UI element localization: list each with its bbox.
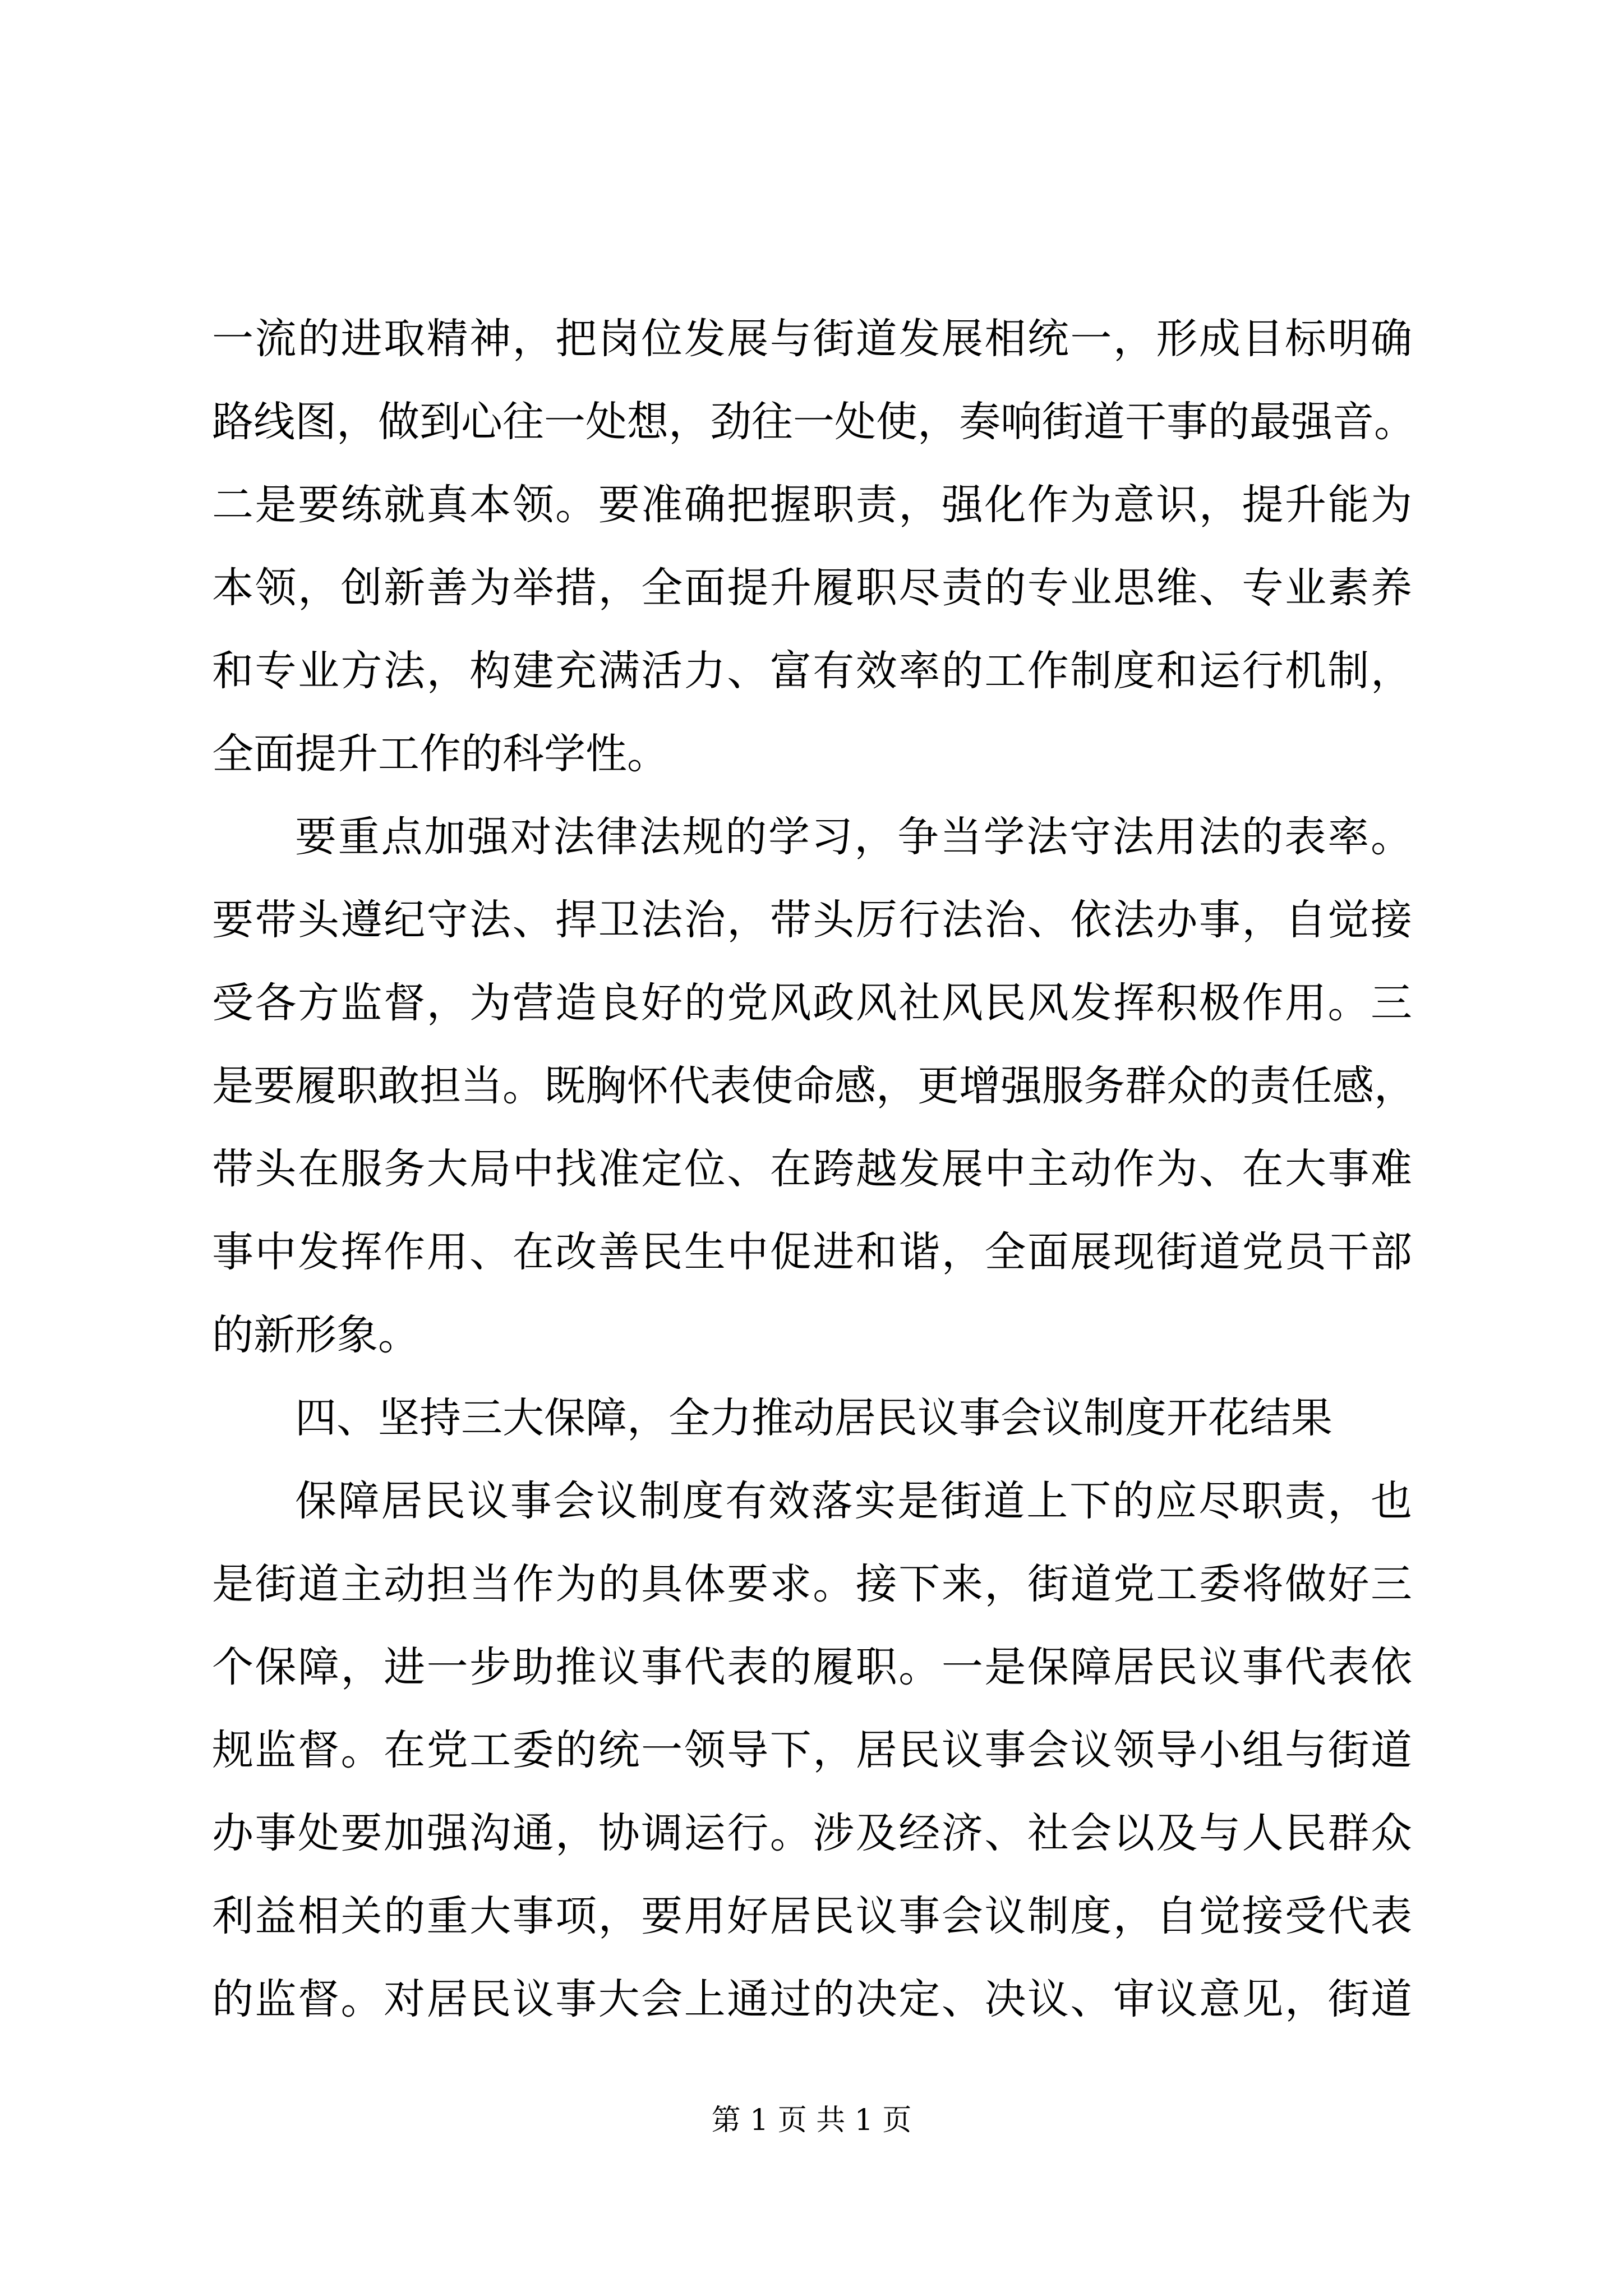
text-line: 路线图，做到心往一处想，劲往一处使，奏响街道干事的最强音。 [212,398,1415,446]
body-text [212,297,1415,2041]
text-line: 的监督。对居民议事大会上通过的决定、决议、审议意见，街道 [212,1975,1412,2023]
page-footer: 第 1 页 共 1 页 [711,2104,912,2137]
text-line: 办事处要加强沟通，协调运行。涉及经济、社会以及与人民群众 [212,1809,1412,1857]
text-line: 和专业方法，构建充满活力、富有效率的工作制度和运行机制， [212,647,1412,695]
text-line: 一流的进取精神，把岗位发展与街道发展相统一，形成目标明确 [212,315,1412,363]
text-line: 规监督。在党工委的统一领导下，居民议事会议领导小组与街道 [212,1726,1412,1774]
text-line: 个保障，进一步助推议事代表的履职。一是保障居民议事代表依 [212,1643,1412,1691]
text-line: 带头在服务大局中找准定位、在跨越发展中主动作为、在大事难 [212,1145,1412,1193]
text-line: 全面提升工作的科学性。 [212,730,668,778]
text-line: 要重点加强对法律法规的学习，争当学法守法用法的表率。 [295,813,1412,861]
text-line: 是要履职敢担当。既胸怀代表使命感，更增强服务群众的责任感， [212,1062,1415,1110]
text-line: 保障居民议事会议制度有效落实是街道上下的应尽职责，也 [295,1477,1412,1525]
text-line: 要带头遵纪守法、捍卫法治，带头厉行法治、依法办事，自觉接 [212,896,1412,944]
text-line: 的新形象。 [212,1311,419,1359]
text-line: 二是要练就真本领。要准确把握职责，强化作为意识，提升能为 [212,481,1412,529]
section-heading: 四、坚持三大保障，全力推动居民议事会议制度开花结果 [295,1394,1332,1442]
text-line: 是街道主动担当作为的具体要求。接下来，街道党工委将做好三 [212,1560,1412,1608]
text-line: 利益相关的重大事项，要用好居民议事会议制度，自觉接受代表 [212,1892,1412,1940]
text-line: 事中发挥作用、在改善民生中促进和谐，全面展现街道党员干部 [212,1228,1412,1276]
text-line: 本领，创新善为举措，全面提升履职尽责的专业思维、专业素养 [212,564,1412,612]
text-line: 受各方监督，为营造良好的党风政风社风民风发挥积极作用。三 [212,979,1412,1027]
